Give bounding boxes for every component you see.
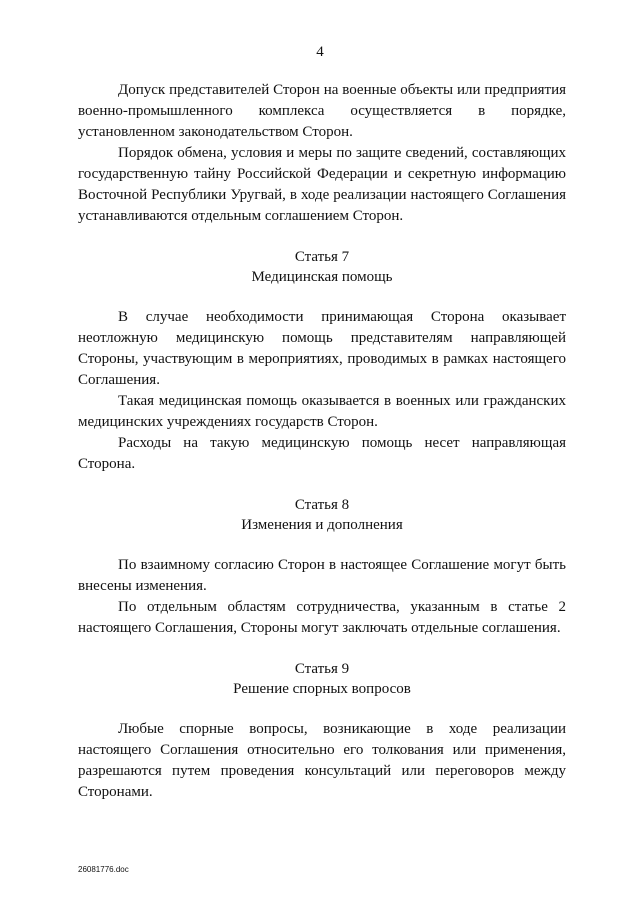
article-8-number: Статья 8 xyxy=(294,497,350,513)
article-7-title: Медицинская помощь xyxy=(251,269,393,285)
document-body xyxy=(78,80,566,803)
paragraph-medical-institutions: Такая медицинская помощь оказывается в военных или гражданских медицинских учреждениях государств Сторон. xyxy=(78,393,566,430)
article-8-title: Изменения и дополнения xyxy=(241,517,403,533)
paragraph-medical-expenses: Расходы на такую медицинскую помощь несет направляющая Сторона. xyxy=(78,435,566,472)
paragraph-state-secrets: Порядок обмена, условия и меры по защите сведений, составляющих государственную тайну Российской Федерации и секретную информацию Восточной Республики Уругвай, в ходе реализации настоящего Соглашения устанавливаются отдельным соглашением Сторон. xyxy=(78,145,566,224)
document-code: 26081776.doc xyxy=(78,865,129,874)
article-9-number: Статья 9 xyxy=(294,661,350,677)
paragraph-access-objects: Допуск представителей Сторон на военные объекты или предприятия военно-промышленного комплекса осуществляется в порядке, установленном законодательством Сторон. xyxy=(78,82,566,140)
article-7-number: Статья 7 xyxy=(294,249,350,265)
paragraph-medical-help: В случае необходимости принимающая Сторона оказывает неотложную медицинскую помощь представителям направляющей Стороны, участвующим в мероприятиях, проводимых в рамках настоящего Соглашения. xyxy=(78,309,566,388)
paragraph-amendments: По взаимному согласию Сторон в настоящее Соглашение могут быть внесены изменения. xyxy=(78,557,566,594)
article-9-title: Решение спорных вопросов xyxy=(233,681,411,697)
paragraph-disputes: Любые спорные вопросы, возникающие в ходе реализации настоящего Соглашения относительно его толкования или применения, разрешаются путем проведения консультаций или переговоров между Сторонами. xyxy=(78,721,566,800)
paragraph-separate-agreements: По отдельным областям сотрудничества, указанным в статье 2 настоящего Соглашения, Стороны могут заключать отдельные соглашения. xyxy=(78,599,566,636)
article-9-heading xyxy=(78,659,566,699)
article-7-heading xyxy=(78,247,566,287)
page-number: 4 xyxy=(316,44,324,60)
article-8-heading xyxy=(78,495,566,535)
